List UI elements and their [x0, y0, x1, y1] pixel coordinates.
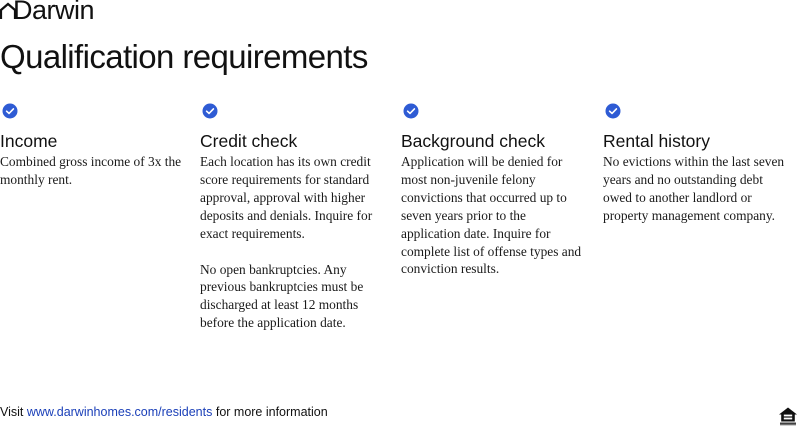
requirement-title: Income: [0, 131, 58, 151]
requirement-paragraph: Each location has its own credit score requirements for standard approval, approval with higher deposits and denials. Inquire for exact requirements.: [200, 154, 373, 241]
requirement-title: Rental history: [603, 131, 710, 151]
footer-note: [0, 404, 328, 420]
footer-suffix: for more information: [212, 405, 328, 419]
equal-housing-opportunity-icon: [778, 406, 798, 426]
requirement-description: [401, 153, 583, 296]
requirement-paragraph: No evictions within the last seven years and no outstanding debt owed to another landlord or property management company.: [603, 154, 785, 223]
requirement-description: [0, 153, 182, 207]
darwin-logo: [0, 0, 94, 24]
check-circle-icon: [2, 103, 18, 119]
check-circle-icon: [202, 103, 218, 119]
requirement-paragraph: Combined gross income of 3x the monthly rent.: [0, 154, 182, 187]
residents-link[interactable]: www.darwinhomes.com/residents: [26, 405, 213, 419]
check-circle-icon: [605, 103, 621, 119]
check-circle-icon: [403, 103, 419, 119]
requirement-title: Credit check: [200, 131, 298, 151]
requirement-description: [603, 153, 785, 243]
requirements-list: [0, 103, 800, 363]
footer-prefix: Visit: [0, 405, 27, 419]
requirement-paragraph: Application will be denied for most non-juvenile felony convictions that occurred up to seven years prior to the application date. Inquire for complete list of offense types and conviction results.: [401, 154, 582, 277]
brand-name: Darwin: [13, 0, 95, 25]
requirement-paragraph: No open bankruptcies. Any previous bankruptcies must be discharged at least 12 months before the application date.: [200, 261, 364, 331]
requirement-description: [200, 153, 382, 350]
page-title: Qualification requirements: [0, 38, 368, 75]
requirement-title: Background check: [401, 131, 545, 151]
